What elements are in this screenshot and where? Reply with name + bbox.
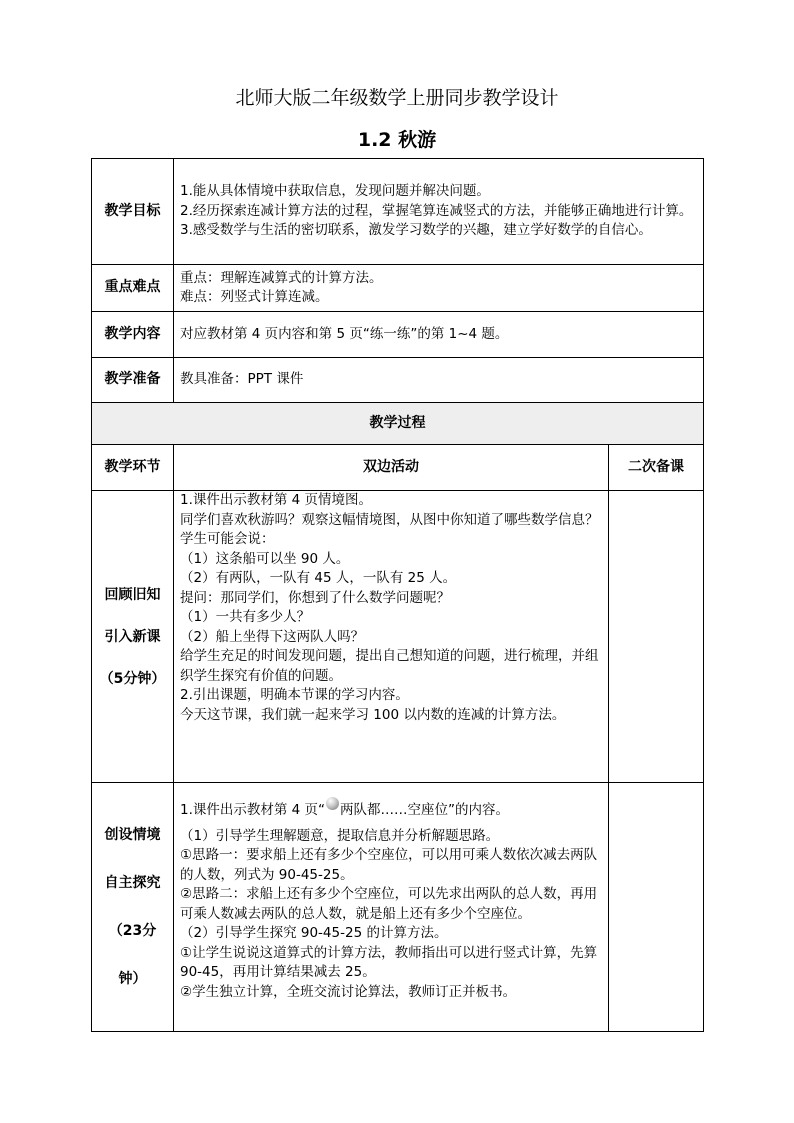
row-content bbox=[92, 312, 704, 358]
second-prep-cell-review bbox=[609, 491, 704, 783]
step-label-explore bbox=[92, 783, 174, 1032]
activity-paragraph: （2）有两队，一队有 45 人，一队有 25 人。 bbox=[180, 570, 457, 586]
preparation-text: 教具准备：PPT 课件 bbox=[174, 358, 704, 403]
second-prep-cell-explore bbox=[609, 783, 704, 1032]
activity-paragraph: 2.引出课题，明确本节课的学习内容。 bbox=[180, 687, 409, 703]
objective-item: 1.能从具体情境中获取信息，发现问题并解决问题。 bbox=[180, 183, 490, 200]
step-label-line: 回顾旧知 bbox=[104, 586, 161, 603]
row-key-points bbox=[92, 265, 704, 312]
row-step-review bbox=[92, 491, 704, 783]
key-points-label: 重点难点 bbox=[92, 265, 174, 312]
step-activities-review bbox=[174, 491, 609, 783]
process-band-title: 教学过程 bbox=[92, 403, 704, 445]
row-process-band bbox=[92, 403, 704, 445]
activity-paragraph: 今天这节课，我们就一起来学习 100 以内数的连减的计算方法。 bbox=[180, 706, 566, 723]
activity-paragraph: （1）一共有多少人？ bbox=[180, 609, 311, 625]
step-label-line: （23分 bbox=[108, 923, 157, 939]
activity-paragraph: （1）引导学生理解题意，提取信息并分析解题思路。 bbox=[180, 827, 500, 844]
step-label-line: （5分钟） bbox=[99, 670, 166, 687]
activity-paragraph: （2）引导学生探究 90-45-25 的计算方法。 bbox=[180, 925, 448, 941]
column-header-stage: 教学环节 bbox=[92, 445, 174, 491]
activity-paragraph: 提问：那同学们，你想到了什么数学问题呢？ bbox=[180, 589, 450, 606]
intro-text-after: 两队都……空座位”的内容。 bbox=[340, 802, 510, 818]
intro-text-before: 1.课件出示教材第 4 页“ bbox=[180, 802, 326, 818]
objectives-content bbox=[174, 159, 704, 265]
activity-paragraph: ②学生独立计算，全班交流讨论算法，教师订正并板书。 bbox=[180, 983, 517, 1000]
difficult-point-item: 难点：列竖式计算连减。 bbox=[180, 289, 329, 305]
content-label: 教学内容 bbox=[92, 312, 174, 358]
activity-paragraph: 1.课件出示教材第 4 页情境图。 bbox=[180, 492, 373, 508]
objective-item: 3.感受数学与生活的密切联系，激发学习数学的兴趣，建立学好数学的自信心。 bbox=[180, 222, 652, 239]
activity-paragraph: ①让学生说说这道算式的计算方法，教师指出可以进行竖式计算，先算 90-45，再用计算结果减去 25。 bbox=[180, 944, 598, 980]
column-header-second-prep: 二次备课 bbox=[609, 445, 704, 491]
step-label-line: 钟） bbox=[118, 971, 147, 987]
activity-paragraph: ①思路一：要求船上还有多少个空座位，可以用可乘人数依次减去两队的人数，列式为 90-45-25。 bbox=[180, 847, 598, 883]
step-label-line: 引入新课 bbox=[104, 628, 161, 645]
row-column-headers bbox=[92, 445, 704, 491]
row-step-explore bbox=[92, 783, 704, 1032]
objectives-label: 教学目标 bbox=[92, 159, 174, 265]
step-label-review bbox=[92, 491, 174, 783]
activity-paragraph: ②思路二：求船上还有多少个空座位，可以先求出两队的总人数，再用可乘人数减去两队的总人数，就是船上还有多少个空座位。 bbox=[180, 886, 598, 922]
step-label-line: 自主探究 bbox=[104, 875, 161, 891]
key-point-item: 重点：理解连减算式的计算方法。 bbox=[180, 269, 383, 286]
activity-intro-line bbox=[180, 797, 602, 821]
content-text: 对应教材第 4 页内容和第 5 页“练一练”的第 1~4 题。 bbox=[174, 312, 704, 358]
objective-item: 2.经历探索连减计算方法的过程，掌握笔算连减竖式的方法，并能够正确地进行计算。 bbox=[180, 202, 693, 219]
preparation-label: 教学准备 bbox=[92, 358, 174, 403]
activity-paragraph: 学生可能会说： bbox=[180, 531, 275, 547]
row-preparation bbox=[92, 358, 704, 403]
column-header-activities: 双边活动 bbox=[174, 445, 609, 491]
lesson-plan-table bbox=[91, 158, 704, 1032]
document-title: 北师大版二年级数学上册同步教学设计 bbox=[235, 87, 559, 109]
row-objectives bbox=[92, 159, 704, 265]
key-points-content bbox=[174, 265, 704, 312]
activity-paragraph: 同学们喜欢秋游吗？观察这幅情境图，从图中你知道了哪些数学信息？ bbox=[180, 511, 599, 528]
activity-paragraph: （2）船上坐得下这两队人吗？ bbox=[180, 628, 365, 645]
step-activities-explore bbox=[174, 783, 609, 1032]
activity-paragraph: （1）这条船可以坐 90 人。 bbox=[180, 550, 350, 567]
activity-paragraph: 给学生充足的时间发现问题，提出自己想知道的问题，进行梳理，并组织学生探究有价值的问题。 bbox=[180, 648, 599, 684]
lesson-title: 1.2 秋游 bbox=[357, 129, 437, 151]
step-label-line: 创设情境 bbox=[104, 827, 161, 843]
ball-icon bbox=[326, 797, 339, 810]
